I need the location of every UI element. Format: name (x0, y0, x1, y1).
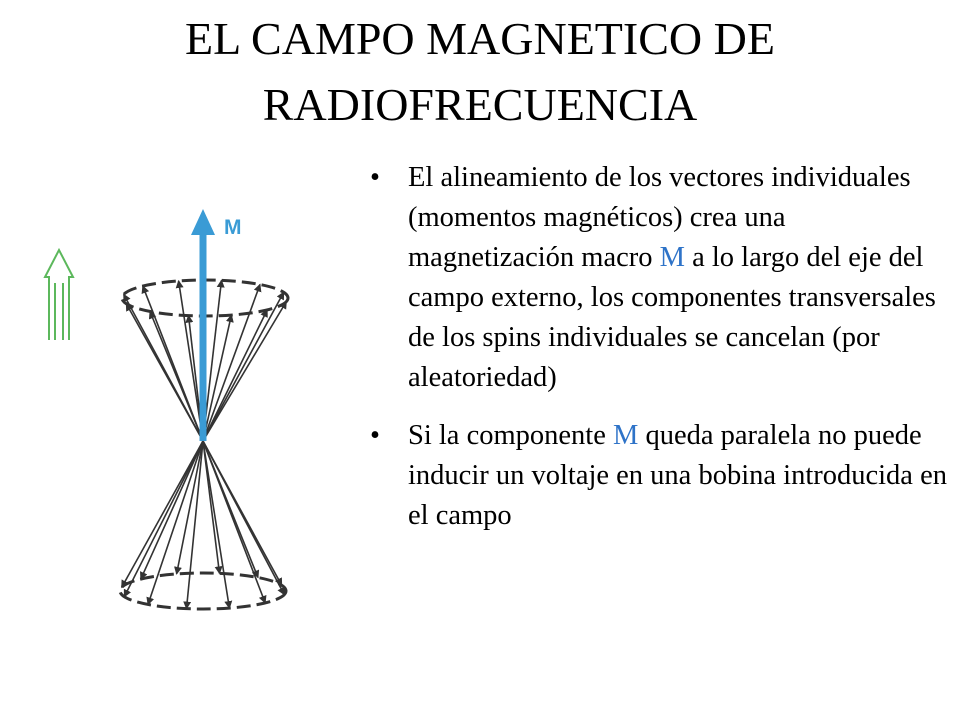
m-symbol: M (613, 420, 639, 451)
external-field-arrow-icon (45, 250, 73, 340)
spin-vector-up (203, 310, 267, 441)
spin-vector-up (203, 315, 231, 441)
spin-vector-up (203, 302, 286, 441)
spin-vector-down (141, 441, 203, 579)
slide-title (0, 6, 960, 138)
title-line-2: RADIOFRECUENCIA (262, 79, 698, 130)
spin-cone-svg (40, 195, 340, 655)
bullet-item-alignment: • El alineamiento de los vectores individuales (momentos magnéticos) crea una magnetización macro M a lo largo del eje del campo externo, los componentes transversales de los spins individuales se cancelan (por aleatoriedad) (368, 158, 948, 398)
bullet-list (368, 158, 948, 554)
bullet-item-parallel: • Si la componente M queda paralela no puede inducir un voltaje en una bobina introducida en el campo (368, 416, 948, 536)
spin-cone-diagram (40, 195, 340, 655)
title-line-1: EL CAMPO MAGNETICO DE (185, 13, 775, 64)
vector-label: M (224, 216, 242, 239)
m-symbol: M (659, 242, 685, 273)
